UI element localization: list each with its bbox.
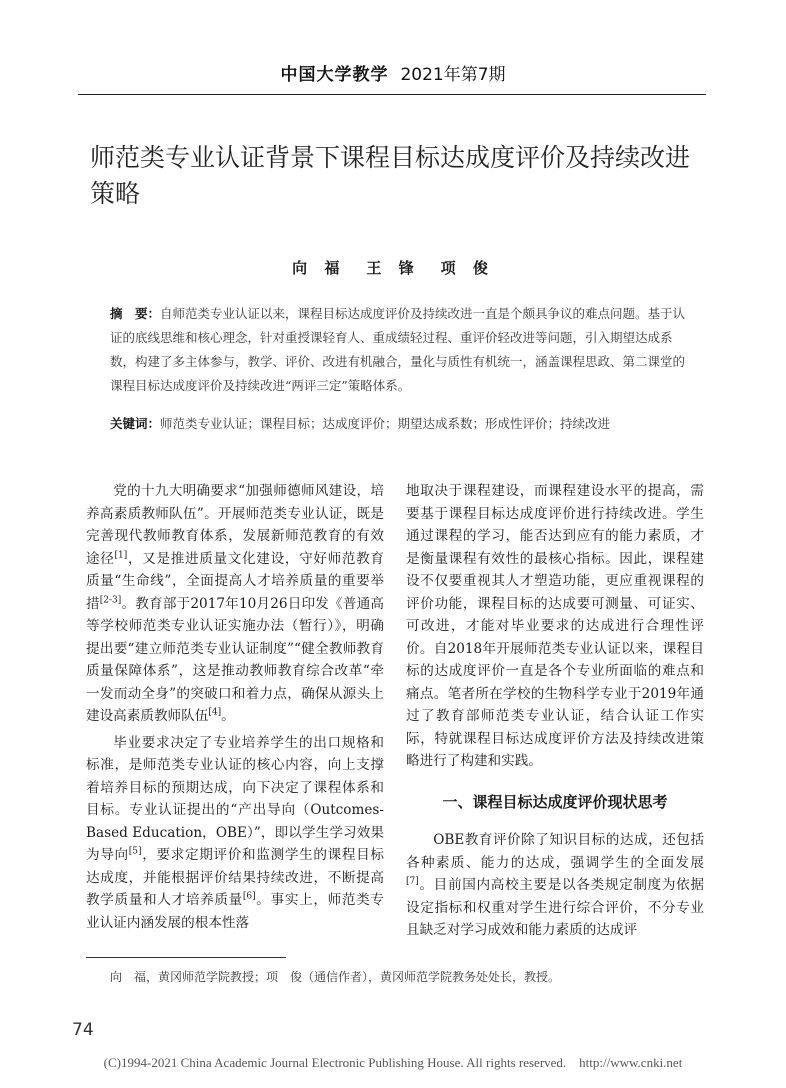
body-column-left bbox=[86, 480, 384, 938]
body-column-right bbox=[406, 480, 704, 946]
citation: [7] bbox=[406, 876, 419, 887]
abstract-text: 自师范类专业认证以来，课程目标达成度评价及持续改进一直是个颇具争议的难点问题。基于认证的底线思维和核心理念，针对重授课轻育人、重成绩轻过程、重评价轻改进等问题，引入期望达成系数，构建了多主体参与，教学、评价、改进有机融合，量化与质性有机统一，涵盖课程思政、第二课堂的课程目标达成度评价及持续改进“两评三定”策略体系。 bbox=[110, 306, 686, 393]
citation: [2-3] bbox=[99, 594, 122, 605]
paragraph-text: 。教育部于2017年10月26日印发《普通高等学校师范类专业认证实施办法（暂行）》，明确提出要“建立师范类专业认证制度”“健全教师教育质量保障体系”，这是推动教师教育综合改革“牵一发而动全身”的突破口和着力点，确保从源头上建设高素质教师队伍 bbox=[86, 595, 384, 724]
paragraph-text: 。 bbox=[221, 708, 235, 724]
section-heading: 一、课程目标达成度评价现状思考 bbox=[442, 792, 668, 811]
article-authors: 向 福 王 锋 项 俊 bbox=[292, 259, 494, 277]
paragraph-text: ，又是推进质量文化建设，守好师范教育质量“生命线”，全面提高人才培养质量的重要举措 bbox=[86, 550, 385, 612]
abstract-label: 摘 要： bbox=[110, 306, 161, 321]
paragraph-text: 。目前国内高校主要是以各类规定制度为依据设定指标和权重对学生进行综合评价，不分专业且缺乏对学习成效和能力素质的达成评 bbox=[406, 877, 704, 938]
journal-name: 中国大学教学 bbox=[280, 65, 389, 85]
article-title: 师范类专业认证背景下课程目标达成度评价及持续改进策略 bbox=[90, 143, 691, 208]
journal-issue: 2021年第7期 bbox=[400, 65, 506, 85]
citation: [4] bbox=[208, 707, 222, 718]
keywords bbox=[110, 412, 690, 436]
paragraph bbox=[406, 829, 704, 942]
footnote-rule bbox=[86, 957, 286, 958]
citation: [6] bbox=[242, 891, 256, 902]
keywords-text: 师范类专业认证；课程目标；达成度评价；期望达成系数；形成性评价；持续改进 bbox=[160, 416, 611, 431]
citation: [1] bbox=[114, 549, 128, 560]
paragraph-text: 毕业要求决定了专业培养学生的出口规格和标准，是师范类专业认证的核心内容，向上支撑着培养目标的预期达成，向下决定了课程体系和目标。专业认证提出的“产出导向（Outcomes-Based Education，OBE）”，即以学生学习效果为导向 bbox=[86, 734, 384, 863]
copyright-notice: (C)1994-2021 China Academic Journal Electronic Publishing House. All rights reserved. http://www.cnki.net bbox=[103, 1055, 683, 1070]
paragraph bbox=[86, 480, 384, 728]
paragraph-text: ，要求定期评价和监测学生的课程目标达成度，并能根据评价结果持续改进，不断提高教学质量和人才培养质量 bbox=[86, 847, 385, 908]
paragraph: 地取决于课程建设，而课程建设水平的提高，需要基于课程目标达成度评价进行持续改进。学生通过课程的学习，能否达到应有的能力素质，才是衡量课程有效性的最核心指标。因此，课程建设不仅要重视其人才塑造功能，更应重视课程的评价功能，课程目标的达成要可测量、可证实、可改进，才能对毕业要求的达成进行合理性评价。自2018年开展师范类专业认证以来，课程目标的达成度评价一直是各个专业所面临的难点和痛点。笔者所在学校的生物科学专业于2019年通过了教育部师范类专业认证，结合认证工作实际，特就课程目标达成度评价方法及持续改进策略进行了构建和实践。 bbox=[406, 483, 704, 769]
journal-header bbox=[0, 60, 786, 85]
footnote: 向 福，黄冈师范学院教授；项 俊（通信作者），黄冈师范学院教务处处长，教授。 bbox=[110, 970, 561, 984]
citation: [5] bbox=[128, 846, 142, 857]
paragraph-text: 党的十九大明确要求“加强师德师风建设，培养高素质教师队伍”。开展师范类专业认证，既是完善现代教师教育体系，发展新师范教育的有效途径 bbox=[86, 483, 384, 567]
paragraph-text: OBE教育评价除了知识目标的达成，还包括各种素质、能力的达成，强调学生的全面发展 bbox=[406, 832, 704, 871]
abstract bbox=[110, 302, 690, 398]
header-rule bbox=[78, 94, 706, 95]
paragraph-text: 。事实上，师范类专业认证内涵发展的根本性落 bbox=[86, 892, 385, 931]
page-number: 74 bbox=[72, 1020, 94, 1040]
keywords-label: 关键词： bbox=[110, 416, 161, 431]
paragraph bbox=[86, 732, 384, 935]
